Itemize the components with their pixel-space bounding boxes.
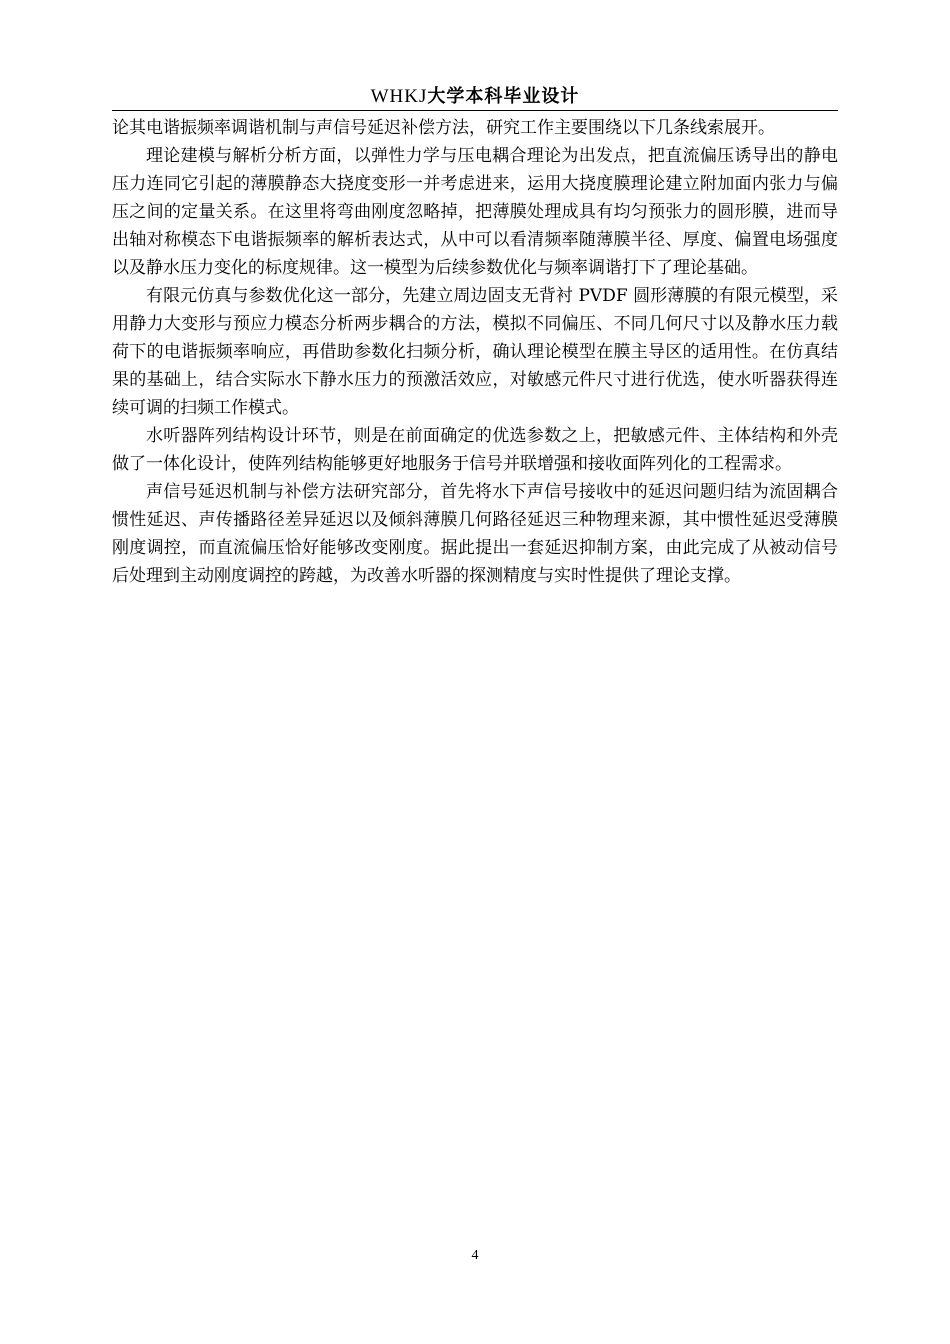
header-code: WHKJ: [370, 86, 428, 107]
header-title: 大学本科毕业设计: [427, 86, 580, 107]
running-header: [112, 84, 838, 109]
paragraph-simulation: 有限元仿真与参数优化这一部分，先建立周边固支无背衬 PVDF 圆形薄膜的有限元模型，采用静力大变形与预应力模态分析两步耦合的方法，模拟不同偏压、不同几何尺寸以及静水压力载荷下的电谐振频率响应，再借助参数化扫频分析，确认理论模型在膜主导区的适用性。在仿真结果的基础上，结合实际水下静水压力的预激活效应，对敏感元件尺寸进行优选，使水听器获得连续可调的扫频工作模式。: [112, 286, 838, 418]
body-text: [112, 114, 838, 590]
page-number: 4: [471, 1248, 479, 1263]
paragraph-array-design: 水听器阵列结构设计环节，则是在前面确定的优选参数之上，把敏感元件、主体结构和外壳做了一体化设计，使阵列结构能够更好地服务于信号并联增强和接收面阵列化的工程需求。: [112, 426, 838, 474]
paragraph-delay-compensation: 声信号延迟机制与补偿方法研究部分，首先将水下声信号接收中的延迟问题归结为流固耦合惯性延迟、声传播路径差异延迟以及倾斜薄膜几何路径延迟三种物理来源，其中惯性延迟受薄膜刚度调控，而直流偏压恰好能够改变刚度。据此提出一套延迟抑制方案，由此完成了从被动信号后处理到主动刚度调控的跨越，为改善水听器的探测精度与实时性提供了理论支撑。: [112, 482, 838, 586]
paragraph-theory: 理论建模与解析分析方面，以弹性力学与压电耦合理论为出发点，把直流偏压诱导出的静电压力连同它引起的薄膜静态大挠度变形一并考虑进来，运用大挠度膜理论建立附加面内张力与偏压之间的定量关系。在这里将弯曲刚度忽略掉，把薄膜处理成具有均匀预张力的圆形膜，进而导出轴对称模态下电谐振频率的解析表达式，从中可以看清频率随薄膜半径、厚度、偏置电场强度以及静水压力变化的标度规律。这一模型为后续参数优化与频率调谐打下了理论基础。: [112, 146, 838, 278]
paragraph-continuation: 论其电谐振频率调谐机制与声信号延迟补偿方法，研究工作主要围绕以下几条线索展开。: [112, 118, 775, 138]
header-divider: [112, 110, 838, 111]
